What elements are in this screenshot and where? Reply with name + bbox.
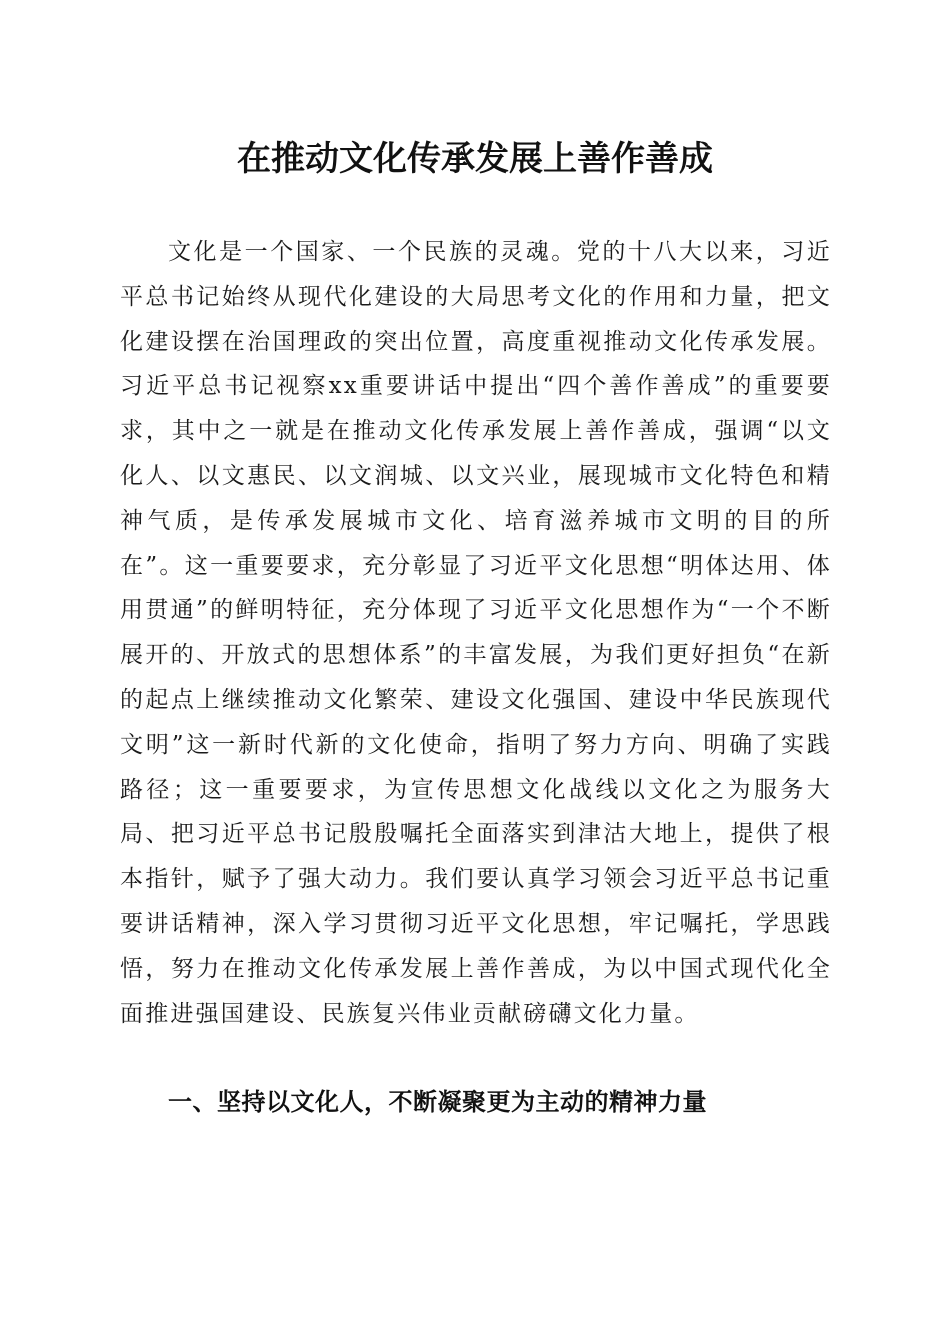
section-heading: 一、坚持以文化人，不断凝聚更为主动的精神力量 (168, 1088, 707, 1116)
document-title: 在推动文化传承发展上善作善成 (237, 139, 713, 179)
body-paragraph: 文化是一个国家、一个民族的灵魂。党的十八大以来，习近平总书记始终从现代化建设的大局思考文化的作用和力量，把文化建设摆在治国理政的突出位置，高度重视推动文化传承发展。习近平总书记视察xx重要讲话中提出“四个善作善成”的重要要求，其中之一就是在推动文化传承发展上善作善成，强调“以文化人、以文惠民、以文润城、以文兴业，展现城市文化特色和精神气质，是传承发展城市文化、培育滋养城市文明的目的所在”。这一重要要求，充分彰显了习近平文化思想“明体达用、体用贯通”的鲜明特征，充分体现了习近平文化思想作为“一个不断展开的、开放式的思想体系”的丰富发展，为我们更好担负“在新的起点上继续推动文化繁荣、建设文化强国、建设中华民族现代文明”这一新时代新的文化使命，指明了努力方向、明确了实践路径；这一重要要求，为宣传思想文化战线以文化之为服务大局、把习近平总书记殷殷嘱托全面落实到津沽大地上，提供了根本指针，赋予了强大动力。我们要认真学习领会习近平总书记重要讲话精神，深入学习贯彻习近平文化思想，牢记嘱托，学思践悟，努力在推动文化传承发展上善作善成，为以中国式现代化全面推进强国建设、民族复兴伟业贡献磅礴文化力量。 (120, 239, 832, 1027)
